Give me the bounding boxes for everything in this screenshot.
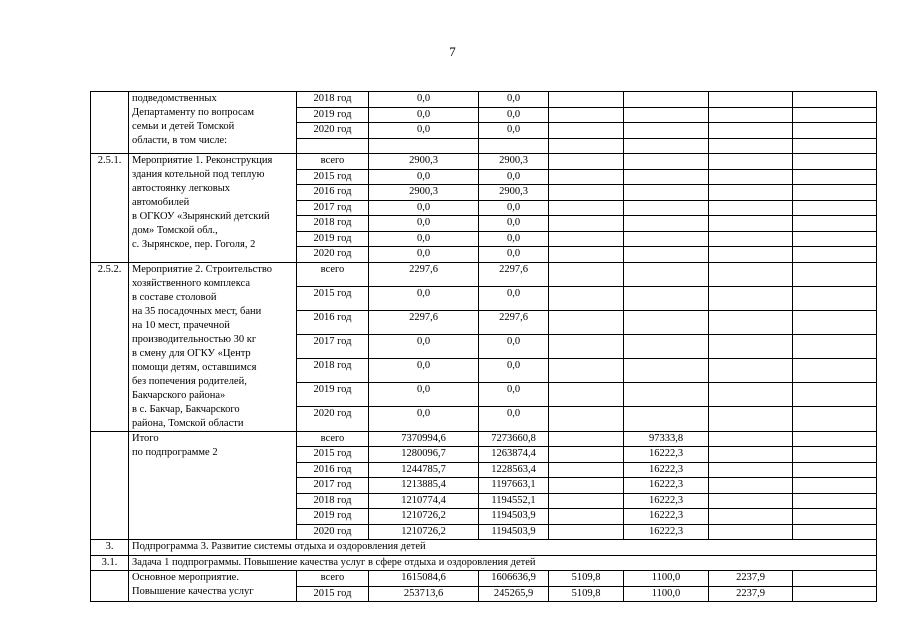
- value-cell: [624, 123, 709, 139]
- value-cell: [793, 359, 877, 383]
- item-name-line: подведомственных: [132, 93, 217, 104]
- value-cell: 16222,3: [624, 462, 709, 478]
- value-cell: 1244785,7: [369, 462, 479, 478]
- value-cell: 0,0: [369, 200, 479, 216]
- value-cell: [709, 123, 793, 139]
- year-cell: 2016 год: [297, 185, 369, 201]
- item-name-line: на 10 мест, прачечной: [132, 319, 230, 331]
- value-cell: [709, 138, 793, 154]
- value-cell: [709, 447, 793, 463]
- item-name: [129, 154, 297, 263]
- value-cell: 245265,9: [479, 586, 549, 602]
- year-cell: 2016 год: [297, 462, 369, 478]
- value-cell: [549, 138, 624, 154]
- year-cell: 2020 год: [297, 407, 369, 431]
- value-cell: 1210774,4: [369, 493, 479, 509]
- value-cell: 0,0: [369, 407, 479, 431]
- value-cell: [549, 247, 624, 263]
- value-cell: [793, 447, 877, 463]
- value-cell: [793, 200, 877, 216]
- value-cell: [709, 431, 793, 447]
- value-cell: [793, 92, 877, 108]
- year-cell: 2017 год: [297, 200, 369, 216]
- value-cell: 97333,8: [624, 431, 709, 447]
- value-cell: [709, 462, 793, 478]
- value-cell: [369, 138, 479, 154]
- year-cell: 2020 год: [297, 123, 369, 139]
- year-cell: 2020 год: [297, 247, 369, 263]
- value-cell: [793, 185, 877, 201]
- value-cell: 0,0: [369, 231, 479, 247]
- value-cell: 0,0: [479, 334, 549, 358]
- value-cell: 0,0: [479, 123, 549, 139]
- value-cell: [709, 154, 793, 170]
- value-cell: [549, 407, 624, 431]
- item-name-line: помощи детям, оставшимся: [132, 361, 257, 373]
- value-cell: [549, 92, 624, 108]
- value-cell: [479, 138, 549, 154]
- item-name-line: Бакчарского района»: [132, 389, 226, 401]
- value-cell: 0,0: [479, 200, 549, 216]
- item-name-line: Департаменту по вопросам: [132, 107, 255, 118]
- year-cell: 2016 год: [297, 310, 369, 334]
- value-cell: [624, 92, 709, 108]
- item-name-line: области, в том числе:: [132, 135, 228, 146]
- item-name-line: без попечения родителей,: [132, 375, 247, 387]
- value-cell: [709, 231, 793, 247]
- item-name-line: автомобилей: [132, 197, 190, 208]
- value-cell: [793, 509, 877, 525]
- year-cell: 2018 год: [297, 92, 369, 108]
- value-cell: [793, 334, 877, 358]
- table-row: [91, 262, 877, 286]
- value-cell: [793, 107, 877, 123]
- value-cell: 0,0: [369, 334, 479, 358]
- value-cell: 1210726,2: [369, 509, 479, 525]
- table-row: [91, 431, 877, 447]
- value-cell: 0,0: [369, 92, 479, 108]
- value-cell: [709, 216, 793, 232]
- row-number: [91, 431, 129, 540]
- value-cell: 1280096,7: [369, 447, 479, 463]
- value-cell: 0,0: [369, 216, 479, 232]
- item-name-line: хозяйственного комплекса: [132, 277, 250, 289]
- row-number: [91, 571, 129, 602]
- value-cell: [793, 247, 877, 263]
- year-cell: 2018 год: [297, 216, 369, 232]
- value-cell: [793, 216, 877, 232]
- value-cell: [624, 138, 709, 154]
- table-row: [91, 92, 877, 108]
- value-cell: 0,0: [479, 216, 549, 232]
- value-cell: [549, 231, 624, 247]
- item-name-line: производительностью 30 кг: [132, 333, 257, 345]
- item-name-line: по подпрограмме 2: [132, 446, 218, 458]
- year-cell: 2015 год: [297, 586, 369, 602]
- item-name: [129, 431, 297, 540]
- value-cell: 2297,6: [369, 310, 479, 334]
- value-cell: [624, 310, 709, 334]
- value-cell: 2297,6: [479, 310, 549, 334]
- item-name: [129, 92, 297, 154]
- value-cell: 0,0: [479, 286, 549, 310]
- value-cell: [709, 493, 793, 509]
- value-cell: [793, 138, 877, 154]
- year-cell: [297, 138, 369, 154]
- row-number: [91, 92, 129, 154]
- year-cell: 2018 год: [297, 359, 369, 383]
- value-cell: [709, 286, 793, 310]
- value-cell: [709, 262, 793, 286]
- year-cell: 2017 год: [297, 334, 369, 358]
- section-row: [91, 540, 877, 556]
- item-name-line: в ОГКОУ «Зырянский детский: [132, 211, 270, 222]
- value-cell: [624, 200, 709, 216]
- value-cell: [709, 524, 793, 540]
- value-cell: [549, 262, 624, 286]
- value-cell: 0,0: [479, 169, 549, 185]
- value-cell: [549, 359, 624, 383]
- value-cell: [793, 478, 877, 494]
- year-cell: 2015 год: [297, 286, 369, 310]
- value-cell: 5109,8: [549, 586, 624, 602]
- year-cell: 2018 год: [297, 493, 369, 509]
- item-name-line: Итого: [132, 432, 159, 444]
- value-cell: 0,0: [369, 123, 479, 139]
- item-name-line: в составе столовой: [132, 291, 217, 303]
- value-cell: 2237,9: [709, 586, 793, 602]
- value-cell: [624, 216, 709, 232]
- value-cell: 1210726,2: [369, 524, 479, 540]
- value-cell: 1213885,4: [369, 478, 479, 494]
- value-cell: 0,0: [479, 231, 549, 247]
- value-cell: 16222,3: [624, 478, 709, 494]
- value-cell: [549, 431, 624, 447]
- value-cell: [709, 334, 793, 358]
- value-cell: [793, 231, 877, 247]
- value-cell: [793, 407, 877, 431]
- value-cell: [624, 383, 709, 407]
- value-cell: [549, 154, 624, 170]
- value-cell: 2900,3: [479, 185, 549, 201]
- value-cell: [624, 407, 709, 431]
- year-cell: всего: [297, 154, 369, 170]
- value-cell: [549, 447, 624, 463]
- value-cell: 2900,3: [369, 185, 479, 201]
- year-cell: 2019 год: [297, 107, 369, 123]
- value-cell: [549, 286, 624, 310]
- item-name: [129, 262, 297, 431]
- value-cell: 2900,3: [479, 154, 549, 170]
- year-cell: 2015 год: [297, 447, 369, 463]
- value-cell: [549, 185, 624, 201]
- value-cell: 1263874,4: [479, 447, 549, 463]
- value-cell: [549, 334, 624, 358]
- value-cell: [793, 524, 877, 540]
- table-row: [91, 154, 877, 170]
- value-cell: 2900,3: [369, 154, 479, 170]
- value-cell: 1606636,9: [479, 571, 549, 587]
- value-cell: 0,0: [479, 107, 549, 123]
- value-cell: 253713,6: [369, 586, 479, 602]
- value-cell: 7370994,6: [369, 431, 479, 447]
- item-name-line: Основное мероприятие.: [132, 572, 239, 583]
- value-cell: 1194503,9: [479, 509, 549, 525]
- value-cell: [793, 383, 877, 407]
- value-cell: [709, 107, 793, 123]
- value-cell: [549, 383, 624, 407]
- budget-table: [90, 91, 877, 602]
- value-cell: [709, 509, 793, 525]
- value-cell: 0,0: [369, 247, 479, 263]
- value-cell: 2297,6: [479, 262, 549, 286]
- value-cell: [793, 431, 877, 447]
- value-cell: [709, 478, 793, 494]
- value-cell: [793, 123, 877, 139]
- value-cell: 0,0: [369, 359, 479, 383]
- value-cell: [549, 509, 624, 525]
- value-cell: [793, 310, 877, 334]
- value-cell: [624, 185, 709, 201]
- value-cell: 16222,3: [624, 447, 709, 463]
- value-cell: [549, 524, 624, 540]
- value-cell: [793, 262, 877, 286]
- value-cell: [793, 154, 877, 170]
- task-row: [91, 555, 877, 571]
- row-number: 3.: [91, 540, 129, 556]
- item-name-line: в с. Бакчар, Бакчарского: [132, 403, 240, 415]
- value-cell: 0,0: [479, 383, 549, 407]
- value-cell: 1100,0: [624, 571, 709, 587]
- value-cell: [624, 169, 709, 185]
- year-cell: 2020 год: [297, 524, 369, 540]
- value-cell: 0,0: [479, 247, 549, 263]
- value-cell: 1615084,6: [369, 571, 479, 587]
- value-cell: [624, 231, 709, 247]
- value-cell: 0,0: [369, 169, 479, 185]
- value-cell: 1197663,1: [479, 478, 549, 494]
- value-cell: 1228563,4: [479, 462, 549, 478]
- section-title: Задача 1 подпрограммы. Повышение качества услуг в сфере отдыха и оздоровления детей: [129, 555, 877, 571]
- value-cell: 16222,3: [624, 493, 709, 509]
- item-name-line: дом» Томской обл.,: [132, 225, 218, 236]
- value-cell: [624, 334, 709, 358]
- item-name-line: с. Зырянское, пер. Гоголя, 2: [132, 239, 256, 250]
- item-name-line: в смену для ОГКУ «Центр: [132, 347, 251, 359]
- value-cell: [624, 247, 709, 263]
- value-cell: 1194503,9: [479, 524, 549, 540]
- value-cell: 0,0: [369, 107, 479, 123]
- value-cell: [549, 123, 624, 139]
- value-cell: [709, 407, 793, 431]
- value-cell: 16222,3: [624, 509, 709, 525]
- value-cell: [549, 310, 624, 334]
- value-cell: [709, 310, 793, 334]
- value-cell: 0,0: [369, 286, 479, 310]
- value-cell: 5109,8: [549, 571, 624, 587]
- value-cell: [624, 154, 709, 170]
- value-cell: [624, 359, 709, 383]
- value-cell: [709, 247, 793, 263]
- year-cell: 2019 год: [297, 383, 369, 407]
- value-cell: [549, 478, 624, 494]
- value-cell: [624, 286, 709, 310]
- year-cell: 2019 год: [297, 231, 369, 247]
- item-name-line: Мероприятие 1. Реконструкция: [132, 155, 273, 166]
- value-cell: 7273660,8: [479, 431, 549, 447]
- value-cell: [549, 169, 624, 185]
- value-cell: 2237,9: [709, 571, 793, 587]
- value-cell: [624, 107, 709, 123]
- year-cell: 2015 год: [297, 169, 369, 185]
- item-name: [129, 571, 297, 602]
- value-cell: [709, 185, 793, 201]
- item-name-line: семьи и детей Томской: [132, 121, 235, 132]
- row-number: 2.5.2.: [91, 262, 129, 431]
- value-cell: 1100,0: [624, 586, 709, 602]
- value-cell: 0,0: [479, 407, 549, 431]
- year-cell: всего: [297, 262, 369, 286]
- value-cell: 1194552,1: [479, 493, 549, 509]
- value-cell: 2297,6: [369, 262, 479, 286]
- value-cell: 0,0: [479, 359, 549, 383]
- item-name-line: автостоянку легковых: [132, 183, 231, 194]
- row-number: 3.1.: [91, 555, 129, 571]
- value-cell: 0,0: [369, 383, 479, 407]
- value-cell: 0,0: [479, 92, 549, 108]
- value-cell: [709, 92, 793, 108]
- row-number: 2.5.1.: [91, 154, 129, 263]
- value-cell: [709, 383, 793, 407]
- item-name-line: района, Томской области: [132, 417, 244, 429]
- item-name-line: Мероприятие 2. Строительство: [132, 263, 273, 275]
- item-name-line: Повышение качества услуг: [132, 586, 254, 597]
- year-cell: 2019 год: [297, 509, 369, 525]
- value-cell: [624, 262, 709, 286]
- year-cell: 2017 год: [297, 478, 369, 494]
- value-cell: [709, 359, 793, 383]
- item-name-line: здания котельной под теплую: [132, 169, 265, 180]
- section-title: Подпрограмма 3. Развитие системы отдыха и оздоровления детей: [129, 540, 877, 556]
- value-cell: 16222,3: [624, 524, 709, 540]
- table-row: [91, 571, 877, 587]
- value-cell: [793, 286, 877, 310]
- value-cell: [793, 586, 877, 602]
- value-cell: [793, 169, 877, 185]
- year-cell: всего: [297, 571, 369, 587]
- value-cell: [793, 462, 877, 478]
- value-cell: [549, 216, 624, 232]
- value-cell: [709, 200, 793, 216]
- value-cell: [549, 462, 624, 478]
- value-cell: [709, 169, 793, 185]
- item-name-line: на 35 посадочных мест, бани: [132, 305, 262, 317]
- value-cell: [793, 493, 877, 509]
- value-cell: [549, 107, 624, 123]
- value-cell: [549, 493, 624, 509]
- value-cell: [549, 200, 624, 216]
- page-number: 7: [449, 44, 456, 59]
- value-cell: [793, 571, 877, 587]
- year-cell: всего: [297, 431, 369, 447]
